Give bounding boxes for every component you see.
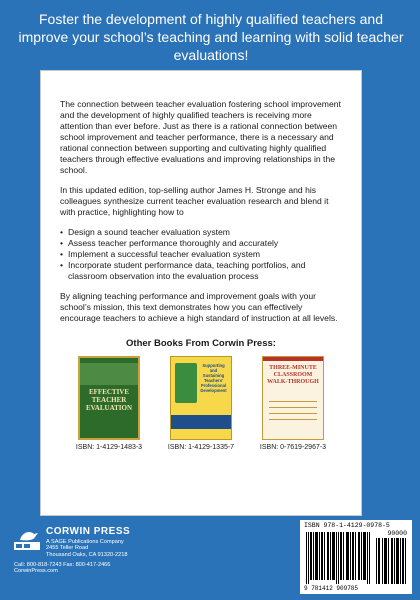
book-cover-image xyxy=(78,356,140,440)
bullet-item: • Design a sound teacher evaluation system xyxy=(60,227,342,238)
book-item xyxy=(258,356,328,451)
publisher-contact xyxy=(14,562,110,575)
address-line: Thousand Oaks, CA 91320-2218 xyxy=(46,551,128,558)
barcode-bars-icon xyxy=(306,532,370,584)
other-books-list xyxy=(60,356,342,451)
bullet-item: • Implement a successful teacher evaluation system xyxy=(60,249,342,260)
book-cover-title: Supporting and Sustaining Teachers' Professional Development xyxy=(200,363,227,393)
bullet-item: • Incorporate student performance data, teaching portfolios, and classroom observation into the evaluation process xyxy=(60,260,342,282)
bullet-item: • Assess teacher performance thoroughly and accurately xyxy=(60,238,342,249)
paragraph-intro: The connection between teacher evaluation fostering school improvement and the development of highly qualified teachers is receiving more attention than ever before. Just as there is a rational connection between school improvement and teacher performance, there is a necessary and rational connection between supporting and cultivating highly qualified teachers through effective evaluations and improving relationships in the school. xyxy=(60,99,341,175)
barcode-label xyxy=(300,520,412,594)
raven-logo-icon xyxy=(14,528,40,550)
address-line: 2455 Teller Road xyxy=(46,545,89,552)
bullet-list xyxy=(60,227,342,282)
book-item xyxy=(74,356,144,451)
barcode-number: 9 781412 909785 xyxy=(304,585,359,592)
contact-line: Call: 800-818-7243 Fax: 800-417-2466 xyxy=(14,562,111,568)
paragraph-closing: By aligning teaching performance and improvement goals with your school’s mission, this text demonstrates how you can effectively encourage teachers to achieve a high standard of instruction at all levels. xyxy=(60,291,338,323)
book-cover-image xyxy=(262,356,324,440)
book-isbn: ISBN: 1-4129-1335-7 xyxy=(167,444,235,451)
price-barcode-bars-icon xyxy=(376,538,406,584)
barcode-isbn: ISBN 978-1-4129-0978-5 xyxy=(304,522,390,529)
book-isbn: ISBN: 1-4129-1483-3 xyxy=(75,444,143,451)
contact-line: CorwinPress.com xyxy=(14,568,58,575)
book-cover-title: THREE-MINUTE CLASSROOM WALK-THROUGH xyxy=(267,365,319,385)
book-item xyxy=(166,356,236,451)
description-panel xyxy=(40,70,362,516)
headline: Foster the development of highly qualified teachers and improve your school’s teaching and learning with solid teacher evaluations! xyxy=(18,11,404,63)
book-cover-image xyxy=(170,356,232,440)
paragraph-edition: In this updated edition, top-selling author James H. Stronge and his colleagues synthesize current teacher evaluation research and blend it with practice, highlighting how to xyxy=(60,185,329,217)
other-books-heading: Other Books From Corwin Press: xyxy=(126,338,276,349)
book-isbn: ISBN: 0-7619-2967-3 xyxy=(259,444,327,451)
publisher-address xyxy=(46,539,127,558)
book-cover-title: EFFECTIVE TEACHER EVALUATION xyxy=(85,388,133,412)
address-line: A SAGE Publications Company xyxy=(46,539,124,545)
publisher-name: CORWIN PRESS xyxy=(46,526,131,537)
barcode-price-code: 90000 xyxy=(387,530,407,537)
